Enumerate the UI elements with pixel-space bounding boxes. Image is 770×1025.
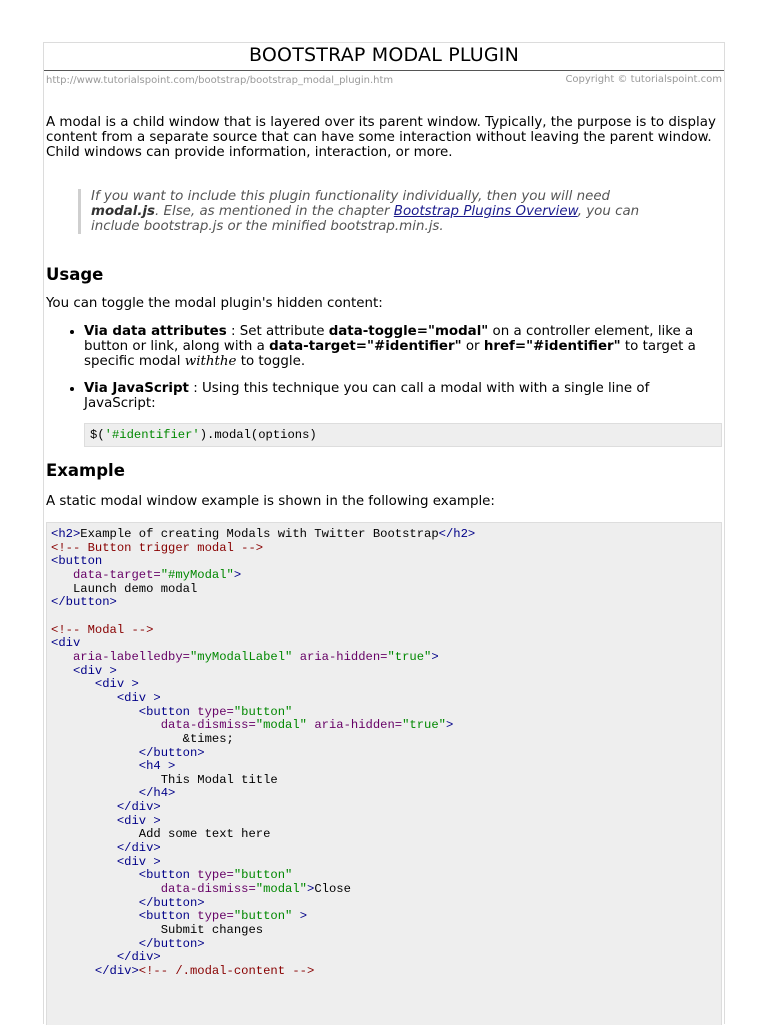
code-line xyxy=(51,938,721,952)
code-line xyxy=(51,828,721,842)
code-token xyxy=(51,868,139,882)
code-token: </button> xyxy=(138,745,205,760)
javascript-code-snippet xyxy=(84,423,722,447)
code-token: <h4 > xyxy=(138,759,176,774)
code-token: <button xyxy=(138,704,198,719)
code-token: type= xyxy=(197,868,234,883)
code-token: aria-hidden= xyxy=(314,718,403,733)
code-token: "modal" xyxy=(255,882,307,897)
code-token xyxy=(292,650,299,664)
note-bold-modaljs: modal.js xyxy=(91,204,156,219)
code-token: <!-- Button trigger modal --> xyxy=(51,540,264,555)
code-line xyxy=(51,719,721,733)
code-token xyxy=(51,841,117,855)
code-listing xyxy=(47,523,721,979)
code-token: ).modal(options) xyxy=(199,428,317,442)
code-token: "button" xyxy=(233,909,293,924)
code-token xyxy=(51,800,117,814)
code-token: "myModalLabel" xyxy=(189,649,293,664)
code-token: Add some text here xyxy=(51,827,271,842)
code-line xyxy=(51,583,721,597)
code-token: "#myModal" xyxy=(160,567,234,582)
code-line xyxy=(51,733,721,747)
code-token: <!-- Modal --> xyxy=(51,622,154,637)
bullet-bold: href="#identifier" xyxy=(483,339,621,354)
code-token: <div > xyxy=(116,690,161,705)
bullet-text: : Using this technique you can call a modal with with a single line of JavaScript: xyxy=(84,381,650,411)
code-token: </button> xyxy=(138,936,205,951)
code-token: </h2> xyxy=(438,527,476,541)
code-token xyxy=(51,664,73,678)
code-token xyxy=(51,677,95,691)
copyright-notice: Copyright © tutorialspoint.com xyxy=(565,74,722,85)
code-token: type= xyxy=(197,909,234,924)
bullet-text: to target a specific modal xyxy=(84,339,696,369)
code-line xyxy=(51,815,721,829)
code-token: $( xyxy=(90,428,105,442)
code-token: &times; xyxy=(51,731,234,746)
code-token: data-dismiss= xyxy=(160,718,256,733)
code-token: Example of creating Modals with Twitter Bootstrap xyxy=(80,527,439,541)
bullet-italic: withthe xyxy=(184,354,237,369)
code-line xyxy=(51,951,721,965)
code-token: "true" xyxy=(387,649,432,664)
code-token xyxy=(51,786,139,800)
code-line xyxy=(51,528,721,542)
bullet-text: : Set attribute xyxy=(226,324,329,339)
code-line xyxy=(51,897,721,911)
code-token: data-target= xyxy=(72,567,161,582)
example-code-block xyxy=(46,522,722,1025)
example-heading: Example xyxy=(46,461,125,480)
code-token xyxy=(51,568,73,582)
code-token: Close xyxy=(314,882,351,897)
code-line xyxy=(51,610,721,624)
code-line xyxy=(51,787,721,801)
code-line xyxy=(51,747,721,761)
code-token xyxy=(51,950,117,964)
code-token: > xyxy=(233,567,242,582)
code-line xyxy=(51,774,721,788)
usage-heading: Usage xyxy=(46,265,104,284)
code-line xyxy=(51,637,721,651)
code-token: "button" xyxy=(233,868,293,883)
code-token: data-dismiss= xyxy=(160,882,256,897)
example-paragraph: A static modal window example is shown in the following example: xyxy=(46,494,495,509)
bullet-bold: data-target="#identifier" xyxy=(269,339,462,354)
code-line xyxy=(51,678,721,692)
code-token: "button" xyxy=(233,704,293,719)
code-line xyxy=(51,651,721,665)
source-url: http://www.tutorialspoint.com/bootstrap/bootstrap_modal_plugin.htm xyxy=(46,75,394,86)
code-token: <div > xyxy=(116,813,161,828)
code-token: <button xyxy=(138,868,198,883)
code-line xyxy=(51,869,721,883)
code-token: '#identifier' xyxy=(104,428,200,442)
bullet-text: or xyxy=(461,339,484,354)
code-line xyxy=(51,665,721,679)
code-token: Submit changes xyxy=(51,923,264,938)
list-item xyxy=(84,324,722,369)
code-token xyxy=(51,882,161,896)
note-text-3: , you can include bootstrap.js or the minified bootstrap.min.js. xyxy=(91,204,640,234)
code-token xyxy=(51,650,73,664)
usage-paragraph: You can toggle the modal plugin's hidden content: xyxy=(46,296,383,311)
code-token: > xyxy=(445,718,454,733)
code-token: > xyxy=(431,649,439,664)
code-token: </div> xyxy=(94,964,139,978)
code-line xyxy=(51,624,721,638)
code-line xyxy=(51,910,721,924)
code-token: > xyxy=(307,882,315,897)
code-token: </h4> xyxy=(138,786,176,801)
code-line xyxy=(51,883,721,897)
code-token xyxy=(51,855,117,869)
page-title: BOOTSTRAP MODAL PLUGIN xyxy=(248,44,520,66)
bullet-text: on a controller element, like a button or link, along with a xyxy=(84,324,694,354)
code-token xyxy=(51,814,117,828)
bullet-bold: Via JavaScript xyxy=(84,381,189,396)
code-token: </div> xyxy=(116,950,161,965)
note-blockquote xyxy=(78,189,681,234)
code-line xyxy=(51,965,721,979)
code-token xyxy=(51,759,139,773)
code-line xyxy=(51,856,721,870)
code-token: <div > xyxy=(94,677,139,692)
code-token xyxy=(51,705,139,719)
code-token: <div > xyxy=(72,663,117,678)
code-line xyxy=(51,542,721,556)
bullet-text: to toggle. xyxy=(236,354,306,369)
code-token: This Modal title xyxy=(51,772,278,787)
note-text-1: If you want to include this plugin functionality individually, then you will need xyxy=(91,189,611,204)
code-token: <!-- /.modal-content --> xyxy=(138,964,315,978)
title-divider xyxy=(44,70,724,71)
code-token: <h2> xyxy=(51,527,81,541)
code-token xyxy=(51,691,117,705)
bullet-bold: data-toggle="modal" xyxy=(328,324,489,339)
code-line xyxy=(51,924,721,938)
code-token: aria-hidden= xyxy=(299,649,388,664)
code-line xyxy=(51,760,721,774)
code-line xyxy=(51,569,721,583)
code-token xyxy=(51,746,139,760)
code-token xyxy=(51,718,161,732)
code-token: <div xyxy=(51,636,81,651)
code-line xyxy=(51,801,721,815)
usage-bullet-list xyxy=(46,324,722,423)
code-token: type= xyxy=(197,704,234,719)
code-token xyxy=(51,896,139,910)
code-token: "modal" xyxy=(255,718,307,733)
code-line xyxy=(51,706,721,720)
code-line xyxy=(51,596,721,610)
code-token: </div> xyxy=(116,800,161,815)
code-token: Launch demo modal xyxy=(51,581,198,596)
code-token: </button> xyxy=(51,595,117,610)
document-page xyxy=(43,42,725,1024)
code-token: <button xyxy=(51,554,103,569)
code-token: "true" xyxy=(402,718,446,733)
intro-paragraph: A modal is a child window that is layered over its parent window. Typically, the purpose is to display content from a separate source that can have some interaction without leaving the parent window. Child windows can provide information, interaction, or more. xyxy=(46,115,716,160)
bullet-bold: Via data attributes xyxy=(84,324,227,339)
code-line xyxy=(51,842,721,856)
code-token: > xyxy=(292,909,308,924)
code-token xyxy=(51,964,95,978)
list-item xyxy=(84,381,722,411)
code-token xyxy=(51,909,139,923)
code-token: <div > xyxy=(116,854,161,869)
code-token xyxy=(51,937,139,951)
plugins-overview-link[interactable]: Bootstrap Plugins Overview xyxy=(393,204,578,219)
code-token: aria-labelledby= xyxy=(72,649,190,664)
code-token: <button xyxy=(138,909,198,924)
note-text-2: . Else, as mentioned in the chapter xyxy=(155,204,394,219)
code-line xyxy=(51,555,721,569)
code-token: </button> xyxy=(138,895,205,910)
code-line xyxy=(51,692,721,706)
code-token: </div> xyxy=(116,841,161,856)
